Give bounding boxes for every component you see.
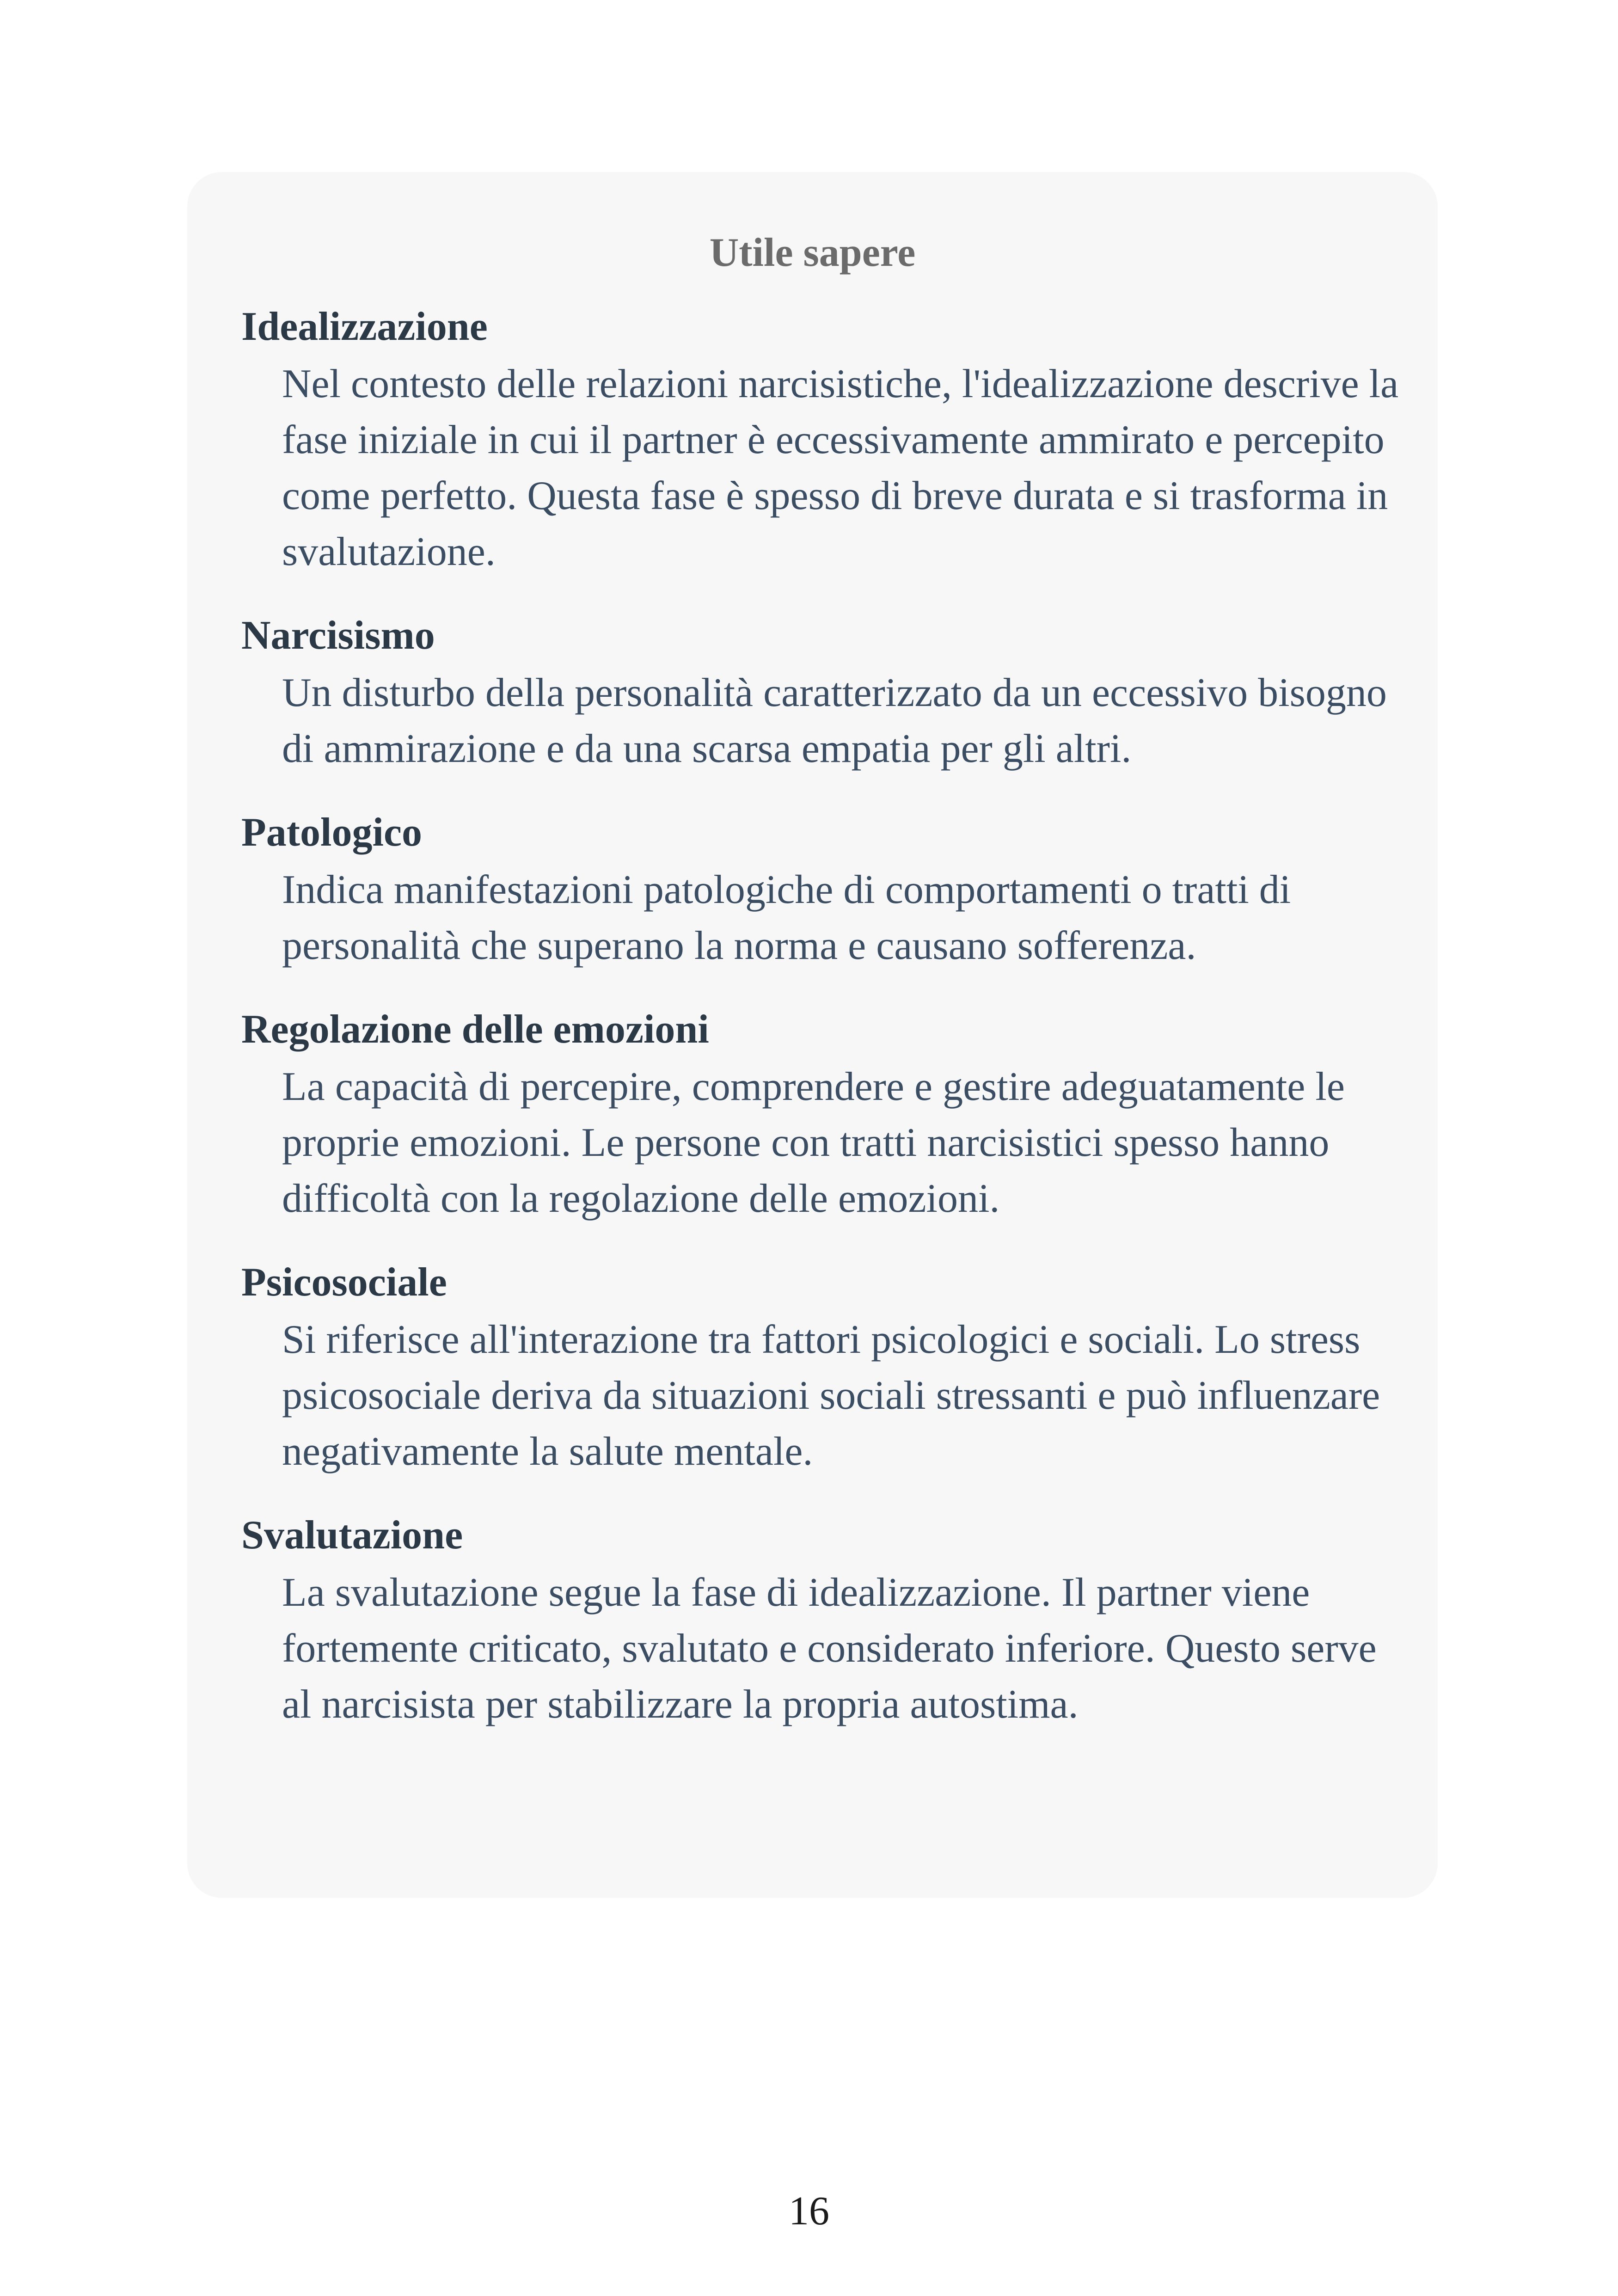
glossary-entry-narcisismo xyxy=(241,610,1438,777)
glossary-term: Svalutazione xyxy=(241,1513,463,1558)
glossary-definition: Indica manifestazioni patologiche di comportamenti o tratti di personalità che superano la norma e causano sofferenza. xyxy=(282,867,1291,968)
glossary-entry-regolazione-delle-emozioni xyxy=(241,1004,1438,1227)
glossary-term: Narcisismo xyxy=(241,613,435,658)
glossary-entry-idealizzazione xyxy=(241,301,1438,580)
glossary-term: Patologico xyxy=(241,810,423,855)
glossary-entry-svalutazione xyxy=(241,1510,1438,1732)
glossary-title: Utile sapere xyxy=(709,230,916,275)
glossary-definition: La svalutazione segue la fase di idealizzazione. Il partner viene fortemente criticato, svalutato e considerato inferiore. Questo serve al narcisista per stabilizzare la propria autostima. xyxy=(282,1570,1377,1727)
glossary-entry-patologico xyxy=(241,807,1438,974)
glossary-definition: Nel contesto delle relazioni narcisistiche, l'idealizzazione descrive la fase iniziale in cui il partner è eccessivamente ammirato e percepito come perfetto. Questa fase è spesso di breve durata e si trasforma in svalutazione. xyxy=(282,362,1399,574)
glossary-term: Psicosociale xyxy=(241,1260,447,1305)
glossary-entry-psicosociale xyxy=(241,1257,1438,1480)
glossary-box xyxy=(187,172,1438,1898)
page-number: 16 xyxy=(789,2189,829,2234)
glossary-term: Idealizzazione xyxy=(241,304,488,349)
glossary-definition: La capacità di percepire, comprendere e gestire adeguatamente le proprie emozioni. Le persone con tratti narcisistici spesso hanno difficoltà con la regolazione delle emozioni. xyxy=(282,1064,1345,1221)
glossary-definition: Si riferisce all'interazione tra fattori psicologici e sociali. Lo stress psicosociale deriva da situazioni sociali stressanti e può influenzare negativamente la salute mentale. xyxy=(282,1317,1380,1474)
glossary-term: Regolazione delle emozioni xyxy=(241,1007,709,1052)
glossary-definition: Un disturbo della personalità caratterizzato da un eccessivo bisogno di ammirazione e da una scarsa empatia per gli altri. xyxy=(282,670,1387,771)
